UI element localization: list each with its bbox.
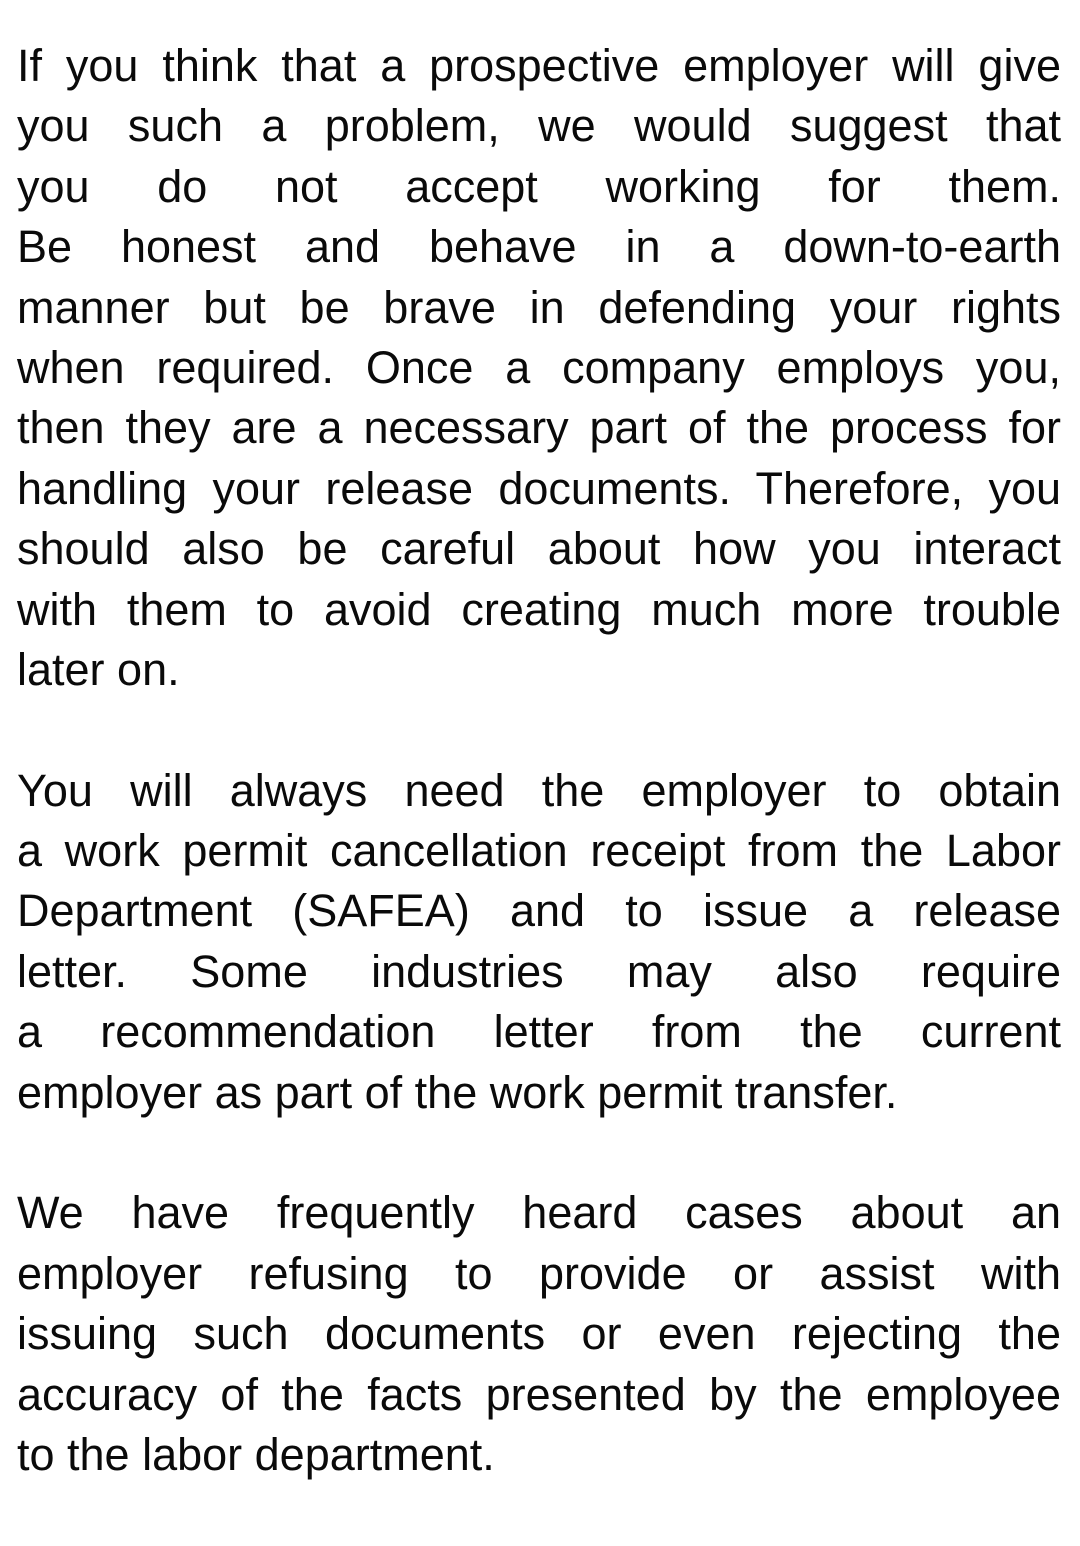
text-line: Be honest and behave in a down-to-earth [17, 221, 1061, 273]
text-line: Department (SAFEA) and to issue a release [17, 885, 1061, 937]
text-line: then they are a necessary part of the process for [17, 402, 1061, 454]
text-line: a recommendation letter from the current [17, 1006, 1061, 1058]
text-line-last: to the labor department. [17, 1428, 495, 1480]
text-line: You will always need the employer to obtain [17, 764, 1061, 816]
text-line: We have frequently heard cases about an [17, 1187, 1061, 1239]
text-line: issuing such documents or even rejecting the [17, 1308, 1061, 1360]
paragraph-3 [17, 1183, 1061, 1485]
text-line: letter. Some industries may also require [17, 945, 1061, 997]
text-line: should also be careful about how you interact [17, 523, 1061, 575]
text-line: If you think that a prospective employer will give [17, 40, 1061, 91]
text-line: employer refusing to provide or assist with [17, 1247, 1061, 1299]
paragraph-2 [17, 761, 1061, 1123]
text-line: you do not accept working for them. [17, 160, 1061, 212]
text-line: when required. Once a company employs you, [17, 341, 1061, 393]
text-line: accuracy of the facts presented by the employee [17, 1368, 1061, 1420]
text-line: you such a problem, we would suggest that [17, 100, 1061, 152]
text-line: manner but be brave in defending your rights [17, 281, 1061, 333]
text-line-last: employer as part of the work permit transfer. [17, 1066, 898, 1118]
text-line: a work permit cancellation receipt from the Labor [17, 825, 1061, 877]
document-body [17, 36, 1061, 1546]
text-line-last: later on. [17, 643, 180, 695]
text-line: handling your release documents. Therefore, you [17, 462, 1061, 514]
text-line: with them to avoid creating much more trouble [17, 583, 1061, 635]
paragraph-1 [17, 36, 1061, 700]
